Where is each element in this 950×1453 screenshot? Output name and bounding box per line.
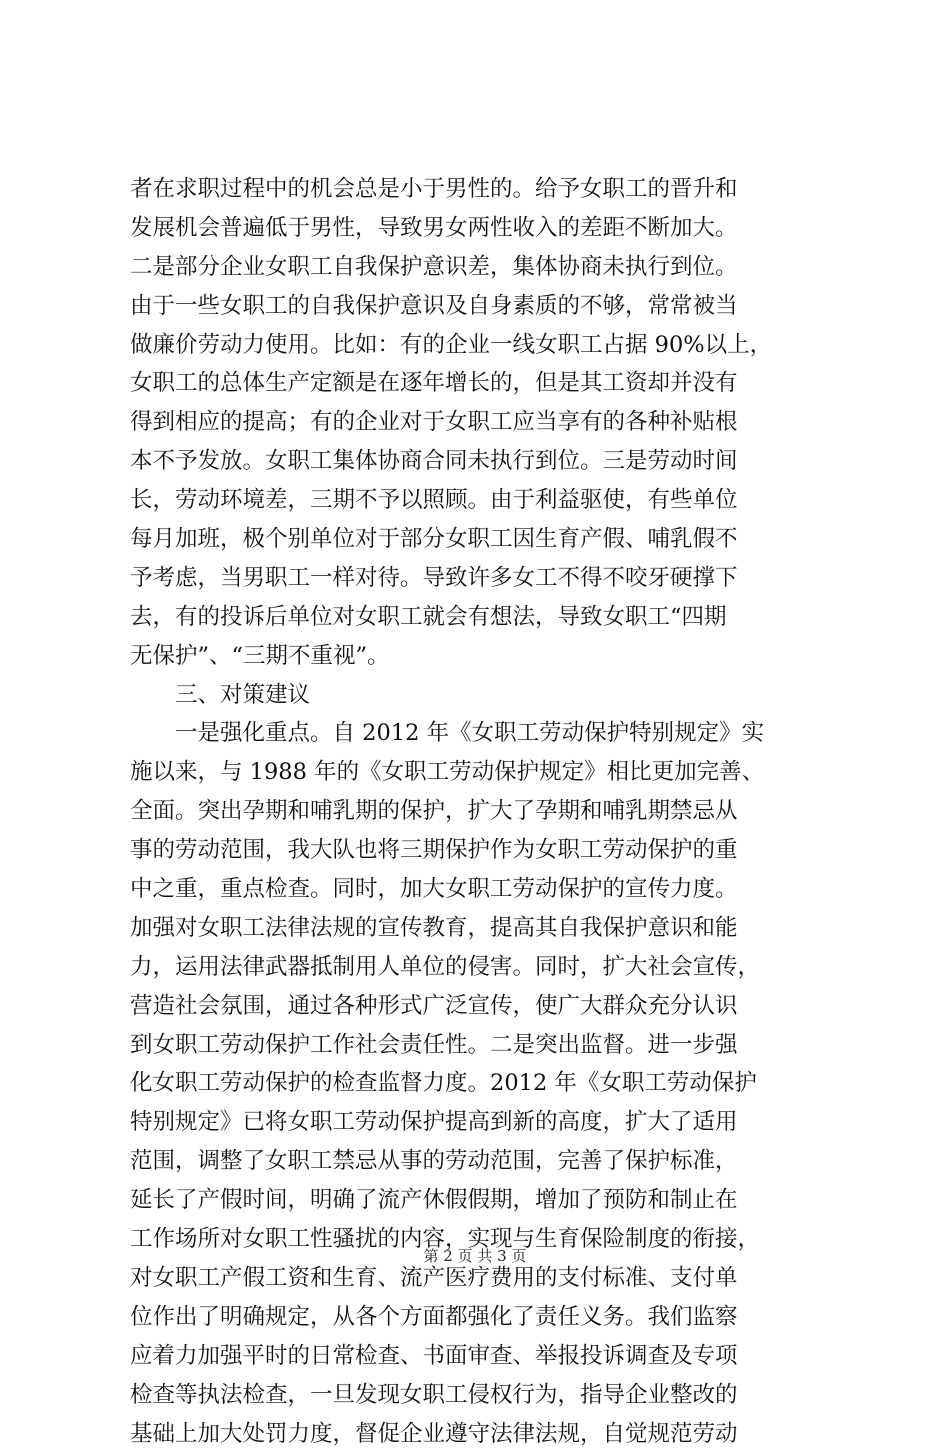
text-line: 延长了产假时间，明确了流产休假假期，增加了预防和制止在 — [130, 1181, 830, 1220]
text-line: 每月加班，极个别单位对于部分女职工因生育产假、哺乳假不 — [130, 520, 830, 559]
text-line: 得到相应的提高；有的企业对于女职工应当享有的各种补贴根 — [130, 403, 830, 442]
text-line: 发展机会普遍低于男性，导致男女两性收入的差距不断加大。 — [130, 209, 830, 248]
text-line: 位作出了明确规定，从各个方面都强化了责任义务。我们监察 — [130, 1298, 830, 1337]
section-heading: 三、对策建议 — [130, 676, 830, 715]
text-line: 对女职工产假工资和生育、流产医疗费用的支付标准、支付单 — [130, 1259, 830, 1298]
text-line: 应着力加强平时的日常检查、书面审查、举报投诉调查及专项 — [130, 1337, 830, 1376]
text-line: 力，运用法律武器抵制用人单位的侵害。同时，扩大社会宣传， — [130, 948, 830, 987]
text-line: 女职工的总体生产定额是在逐年增长的，但是其工资却并没有 — [130, 364, 830, 403]
text-line: 予考虑，当男职工一样对待。导致许多女工不得不咬牙硬撑下 — [130, 559, 830, 598]
text-line: 做廉价劳动力使用。比如：有的企业一线女职工占据 90%以上， — [130, 326, 830, 365]
text-line: 化女职工劳动保护的检查监督力度。2012 年《女职工劳动保护 — [130, 1064, 830, 1103]
text-line: 营造社会氛围，通过各种形式广泛宣传，使广大群众充分认识 — [130, 987, 830, 1026]
text-line: 范围，调整了女职工禁忌从事的劳动范围，完善了保护标准， — [130, 1142, 830, 1181]
page-footer: 第 2 页 共 3 页 — [0, 1246, 950, 1266]
text-line: 到女职工劳动保护工作社会责任性。二是突出监督。进一步强 — [130, 1026, 830, 1065]
text-line: 二是部分企业女职工自我保护意识差，集体协商未执行到位。 — [130, 248, 830, 287]
text-line: 中之重，重点检查。同时，加大女职工劳动保护的宣传力度。 — [130, 870, 830, 909]
text-line: 特别规定》已将女职工劳动保护提高到新的高度，扩大了适用 — [130, 1103, 830, 1142]
text-line: 检查等执法检查，一旦发现女职工侵权行为，指导企业整改的 — [130, 1376, 830, 1415]
text-line: 长，劳动环境差，三期不予以照顾。由于利益驱使，有些单位 — [130, 481, 830, 520]
text-line: 本不予发放。女职工集体协商合同未执行到位。三是劳动时间 — [130, 442, 830, 481]
text-line: 工作场所对女职工性骚扰的内容，实现与生育保险制度的衔接， — [130, 1220, 830, 1259]
text-line: 一是强化重点。自 2012 年《女职工劳动保护特别规定》实 — [130, 714, 830, 753]
text-line: 施以来，与 1988 年的《女职工劳动保护规定》相比更加完善、 — [130, 753, 830, 792]
text-line: 全面。突出孕期和哺乳期的保护，扩大了孕期和哺乳期禁忌从 — [130, 792, 830, 831]
text-line: 基础上加大处罚力度，督促企业遵守法律法规，自觉规范劳动 — [130, 1415, 830, 1453]
text-line: 去，有的投诉后单位对女职工就会有想法，导致女职工“四期 — [130, 598, 830, 637]
text-line: 加强对女职工法律法规的宣传教育，提高其自我保护意识和能 — [130, 909, 830, 948]
text-line: 事的劳动范围，我大队也将三期保护作为女职工劳动保护的重 — [130, 831, 830, 870]
text-line: 无保护”、“三期不重视”。 — [130, 637, 830, 676]
text-line: 者在求职过程中的机会总是小于男性的。给予女职工的晋升和 — [130, 170, 830, 209]
text-line: 由于一些女职工的自我保护意识及自身素质的不够，常常被当 — [130, 287, 830, 326]
